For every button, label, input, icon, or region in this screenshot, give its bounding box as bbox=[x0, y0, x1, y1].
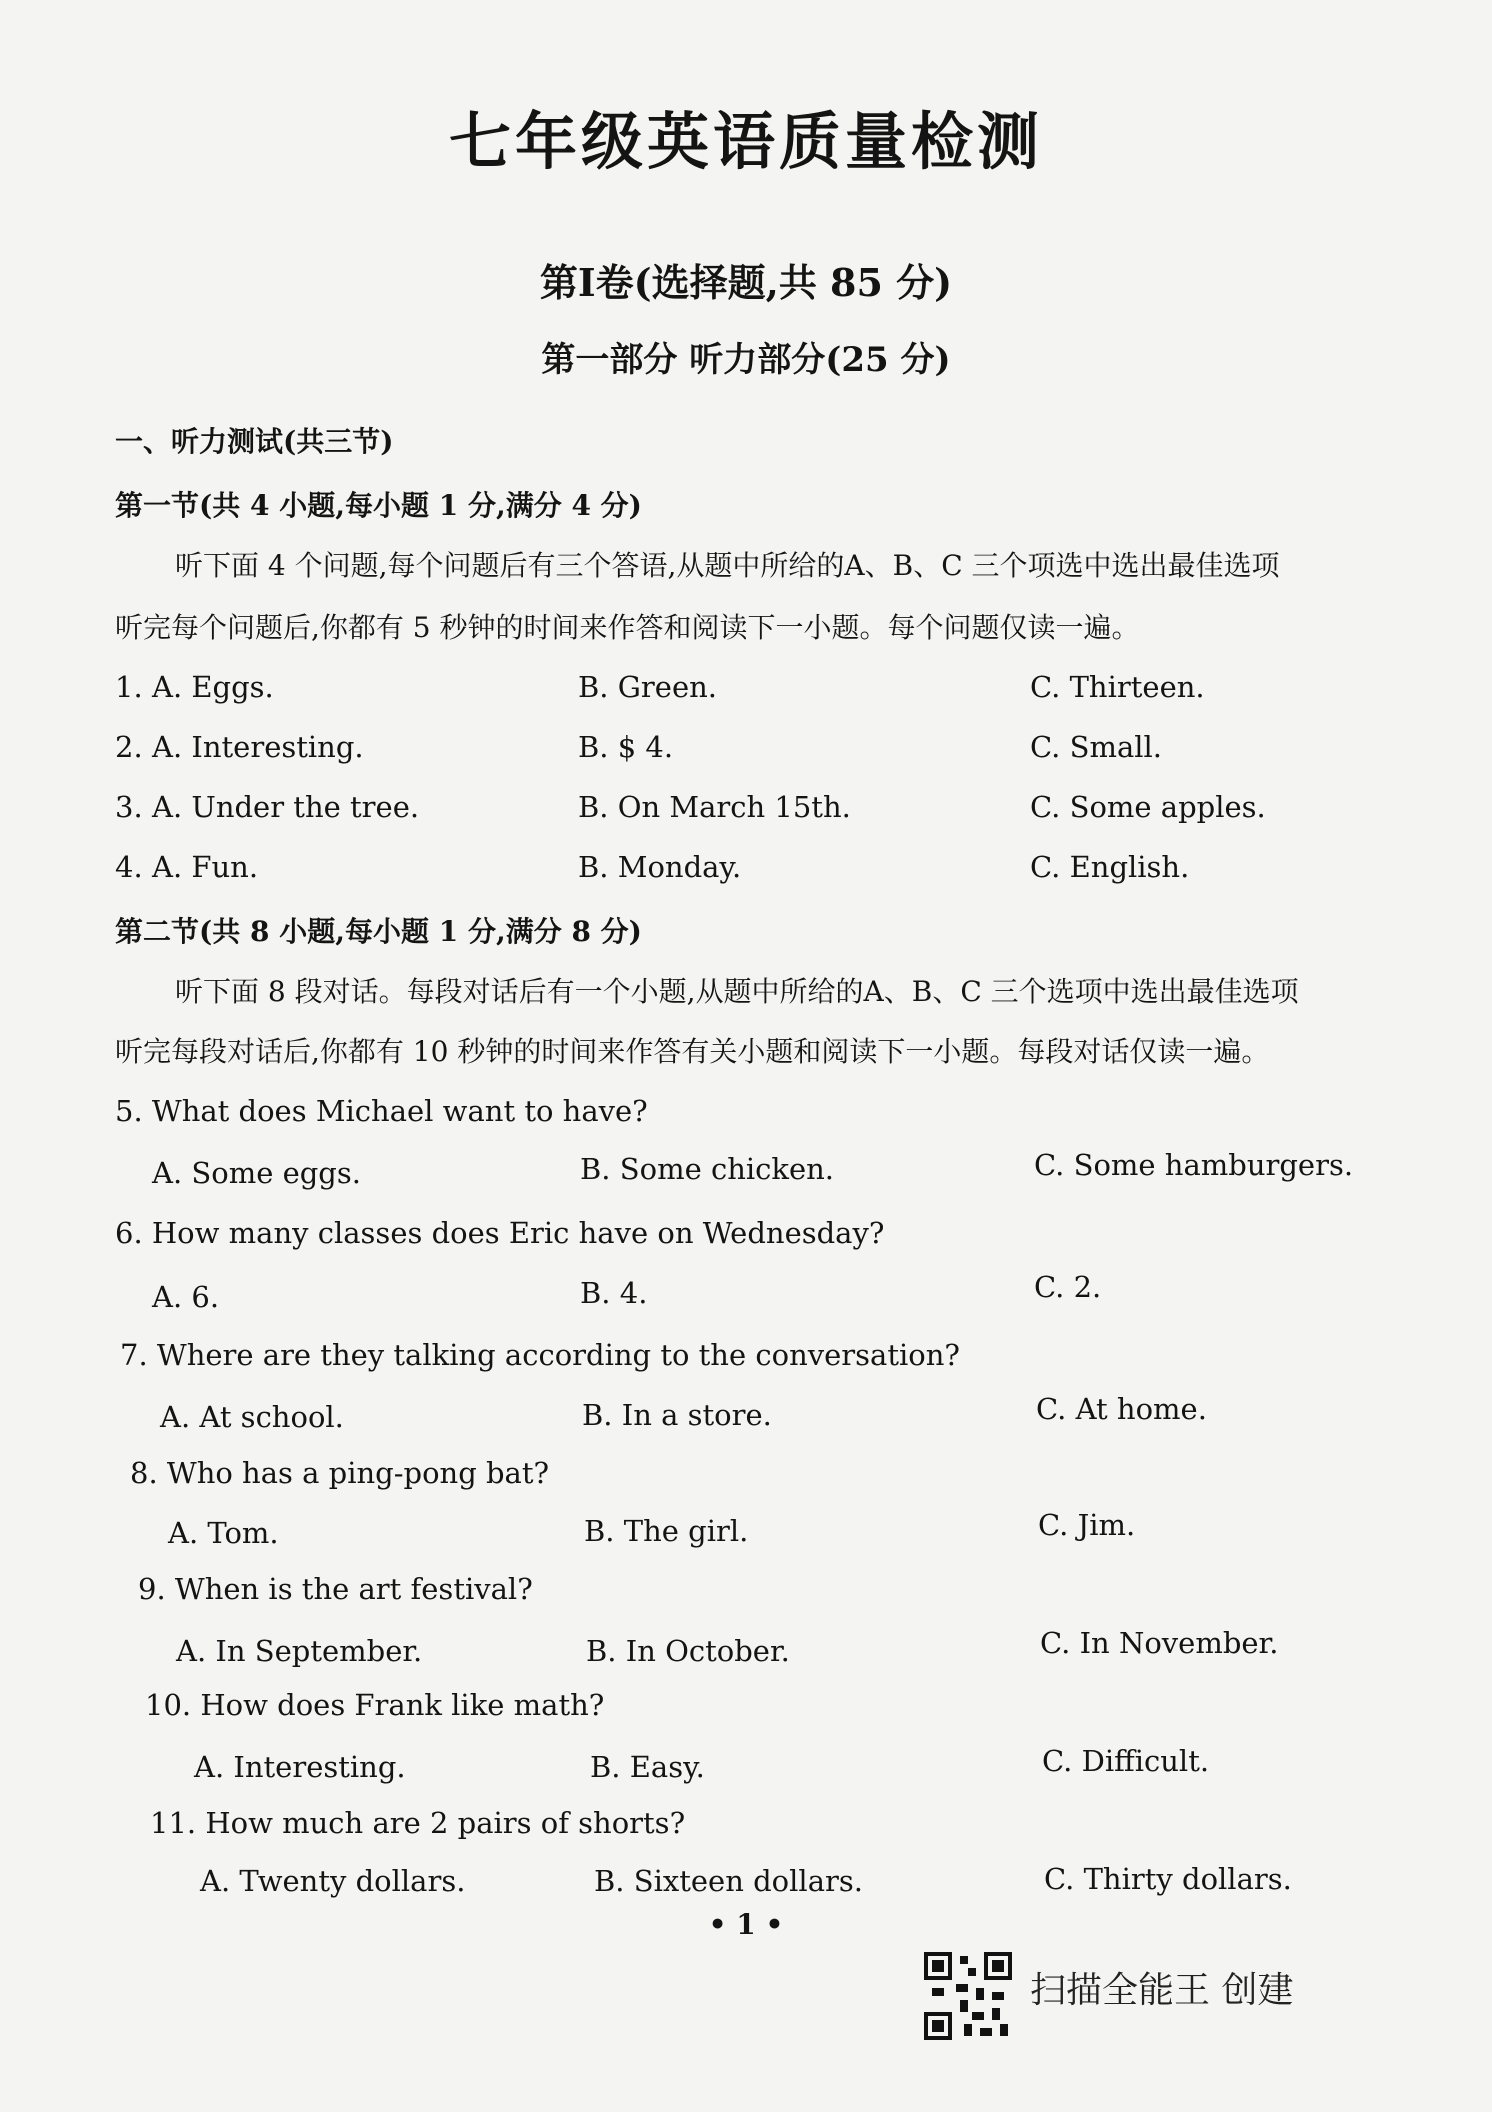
question-number: 2. bbox=[115, 730, 143, 764]
option-c: C. Thirteen. bbox=[1030, 670, 1205, 704]
option-a: A. Tom. bbox=[168, 1516, 279, 1550]
option-c: C. Some apples. bbox=[1030, 790, 1266, 824]
section2-instruction-line1: 听下面 8 段对话。每段对话后有一个小题,从题中所给的A、B、C 三个选项中选出最佳选项 bbox=[175, 975, 1299, 1008]
option-b: B. $ 4. bbox=[578, 730, 674, 764]
option-b: B. In October. bbox=[586, 1634, 790, 1668]
option-a: A. Interesting. bbox=[194, 1750, 406, 1784]
qr-code-icon bbox=[920, 1948, 1016, 2044]
question-number: 4. bbox=[115, 850, 143, 884]
section1-instruction-line2: 听完每个问题后,你都有 5 秒钟的时间来作答和阅读下一小题。每个问题仅读一遍。 bbox=[115, 611, 1140, 644]
option-c: C. Small. bbox=[1030, 730, 1163, 764]
option-a: A. At school. bbox=[160, 1400, 344, 1434]
option-a: A. Fun. bbox=[152, 850, 259, 884]
exam-title: 七年级英语质量检测 bbox=[448, 105, 1043, 178]
part-title: 第一部分 听力部分(25 分) bbox=[541, 340, 951, 380]
option-c: C. Thirty dollars. bbox=[1044, 1862, 1292, 1896]
question-number: 1. bbox=[115, 670, 143, 704]
option-b: B. In a store. bbox=[582, 1398, 772, 1432]
option-a: A. Eggs. bbox=[152, 670, 274, 704]
option-c: C. Jim. bbox=[1038, 1508, 1136, 1542]
question-text: 6. How many classes does Eric have on Wednesday? bbox=[115, 1216, 885, 1250]
option-b: B. Sixteen dollars. bbox=[594, 1864, 863, 1898]
option-a: A. Twenty dollars. bbox=[200, 1864, 466, 1898]
option-c: C. At home. bbox=[1036, 1392, 1207, 1426]
option-c: C. In November. bbox=[1040, 1626, 1279, 1660]
section2-instruction-line2: 听完每段对话后,你都有 10 秒钟的时间来作答有关小题和阅读下一小题。每段对话仅读一遍。 bbox=[115, 1035, 1270, 1068]
question-text: 8. Who has a ping-pong bat? bbox=[130, 1456, 550, 1490]
option-b: B. On March 15th. bbox=[578, 790, 851, 824]
scanner-watermark: 扫描全能王 创建 bbox=[1030, 1970, 1294, 2011]
option-c: C. 2. bbox=[1034, 1270, 1102, 1304]
option-a: A. Under the tree. bbox=[152, 790, 420, 824]
option-a: A. 6. bbox=[152, 1280, 220, 1314]
page-number: • 1 • bbox=[708, 1908, 784, 1941]
question-text: 9. When is the art festival? bbox=[138, 1572, 533, 1606]
question-text: 7. Where are they talking according to the conversation? bbox=[120, 1338, 960, 1372]
section1-heading: 第一节(共 4 小题,每小题 1 分,满分 4 分) bbox=[115, 489, 642, 522]
option-c: C. Some hamburgers. bbox=[1034, 1148, 1354, 1182]
option-a: A. In September. bbox=[176, 1634, 423, 1668]
question-text: 5. What does Michael want to have? bbox=[115, 1094, 648, 1128]
section1-instruction-line1: 听下面 4 个问题,每个问题后有三个答语,从题中所给的A、B、C 三个项选中选出最佳选项 bbox=[175, 549, 1280, 582]
question-number: 3. bbox=[115, 790, 143, 824]
question-text: 11. How much are 2 pairs of shorts? bbox=[150, 1806, 686, 1840]
option-b: B. The girl. bbox=[584, 1514, 749, 1548]
option-c: C. Difficult. bbox=[1042, 1744, 1210, 1778]
section2-heading: 第二节(共 8 小题,每小题 1 分,满分 8 分) bbox=[115, 915, 642, 948]
option-b: B. Easy. bbox=[590, 1750, 705, 1784]
option-b: B. Monday. bbox=[578, 850, 742, 884]
section-heading: 一、听力测试(共三节) bbox=[115, 425, 394, 458]
option-b: B. Some chicken. bbox=[580, 1152, 835, 1186]
option-a: A. Interesting. bbox=[152, 730, 364, 764]
question-text: 10. How does Frank like math? bbox=[145, 1688, 605, 1722]
option-b: B. 4. bbox=[580, 1276, 648, 1310]
volume-title: 第Ⅰ卷(选择题,共 85 分) bbox=[539, 260, 953, 305]
option-c: C. English. bbox=[1030, 850, 1190, 884]
option-a: A. Some eggs. bbox=[152, 1156, 361, 1190]
option-b: B. Green. bbox=[578, 670, 717, 704]
